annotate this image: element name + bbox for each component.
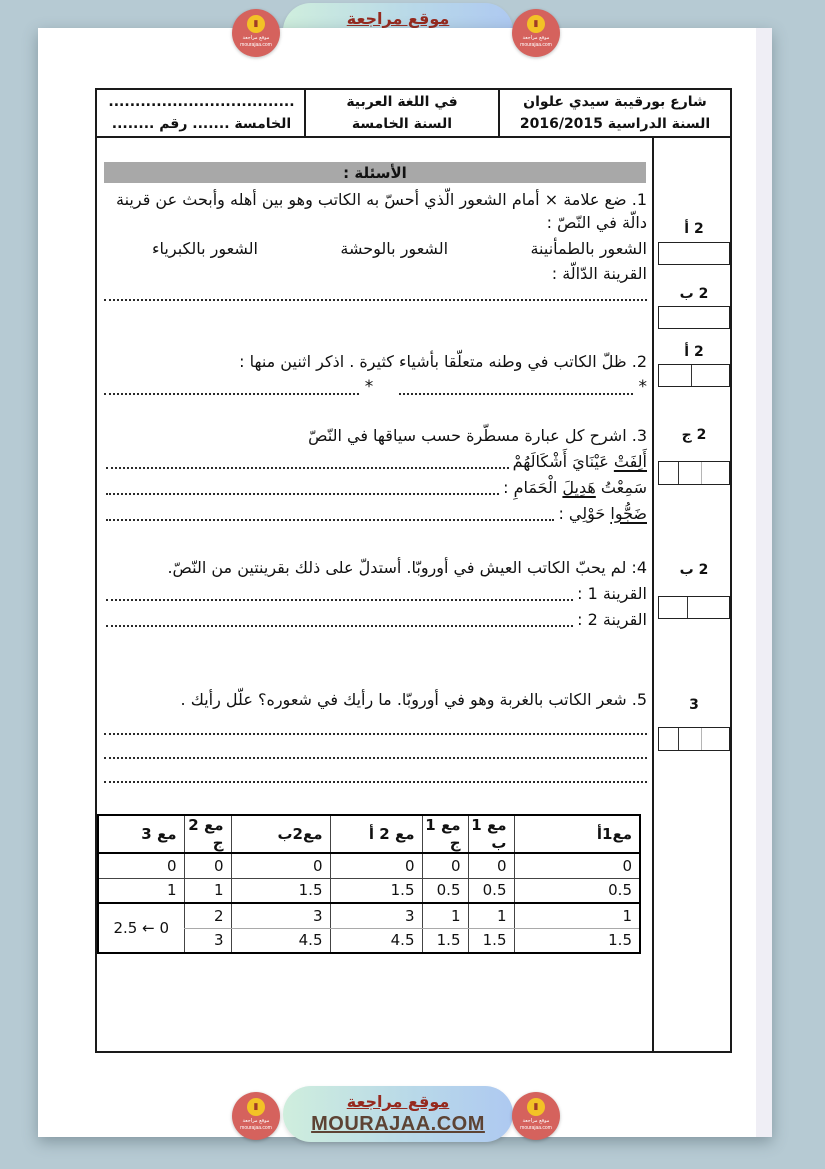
cell: 0.5 [468, 878, 514, 903]
header-school-cell [498, 90, 730, 136]
question-3-phrase-1 [104, 447, 647, 473]
answer-dotted-line [399, 393, 632, 395]
school-year: السنة الدراسية 2016/2015 [519, 116, 711, 132]
cell: 1.5 [422, 928, 468, 953]
book-icon: ▮ [527, 15, 545, 33]
badge-label-domain: mourajaa.com [240, 1125, 272, 1131]
badge-label-ar: موقع مراجعة [242, 1118, 270, 1124]
site-domain-link[interactable]: MOURAJAA.COM [311, 1113, 485, 1135]
question-3 [104, 424, 647, 525]
subject-label: في اللغة العربية [346, 94, 458, 110]
star-bullet: * [638, 377, 647, 397]
cell: 3 [330, 903, 422, 928]
grading-row-1 [98, 878, 640, 903]
cell: 0 [514, 853, 640, 878]
cell: 0 [422, 853, 468, 878]
section-title-bar [104, 162, 646, 183]
cell: 1 [514, 903, 640, 928]
cell: 2 [184, 903, 231, 928]
question-4-text: 4: لم يحبّ الكاتب العيش في أوروبّا. أستدلّ على ذلك بقرينتين من النّصّ. [167, 558, 647, 577]
question-5 [104, 688, 647, 783]
cell: 0 [330, 853, 422, 878]
grading-row-2 [98, 903, 640, 928]
site-name-arabic[interactable]: موقع مراجعة [346, 1092, 450, 1111]
cell: 0 [98, 853, 184, 878]
badge-label-domain: mourajaa.com [520, 1125, 552, 1131]
cell: 3 [184, 928, 231, 953]
phrase-rest: الْحَمَامِ : [503, 478, 563, 497]
cell: 1.5 [231, 878, 330, 903]
question-5-text: 5. شعر الكاتب بالغربة وهو في أوروبّا. ما رأيك في شعوره؟ علّل رأيك . [180, 690, 647, 709]
underlined-word: هَدِيلَ [562, 478, 596, 497]
score-column-divider [652, 138, 654, 1053]
cell: 0.5 [422, 878, 468, 903]
score-box-2b-q4 [658, 596, 730, 619]
merged-range-cell: 2.5 ← 0 [98, 903, 184, 953]
evidence-2-label: القرينة 2 : [577, 610, 647, 629]
question-3-phrase-3 [104, 499, 647, 525]
score-label-2b-q4: 2 ب [679, 562, 709, 578]
option-reassurance: الشعور بالطمأنينة [530, 239, 647, 258]
option-loneliness: الشعور بالوحشة [340, 239, 449, 258]
cell: 0 [468, 853, 514, 878]
header-subject-cell [304, 90, 498, 136]
question-4-evidence-2 [104, 605, 647, 631]
cell: 4.5 [330, 928, 422, 953]
question-2 [104, 350, 647, 399]
question-2-text: 2. ظلّ الكاتب في وطنه متعلّقا بأشياء كثيرة . اذكر اثنين منها : [239, 352, 647, 371]
site-banner-pill[interactable] [283, 1086, 513, 1142]
answer-dotted-line [104, 781, 647, 783]
exam-header-table [95, 88, 732, 138]
col-m2j: مع 2 ج [184, 815, 231, 853]
question-2-answers [104, 377, 647, 399]
book-icon: ▮ [527, 1098, 545, 1116]
score-label-2b: 2 ب [679, 286, 709, 302]
cell: 0 [184, 853, 231, 878]
score-label-3: 3 [689, 697, 699, 713]
score-box-2a [658, 242, 730, 265]
answer-dotted-line [104, 757, 647, 759]
score-box-3 [658, 727, 730, 751]
answer-dotted-line [106, 493, 499, 495]
grade-label: السنة الخامسة [351, 116, 453, 132]
question-4 [104, 556, 647, 631]
bottom-banner [0, 1083, 825, 1149]
cell: 1.5 [514, 928, 640, 953]
answer-dotted-line [106, 467, 509, 469]
grading-row-0 [98, 853, 640, 878]
site-name-arabic[interactable]: موقع مراجعة [346, 9, 450, 28]
badge-label-ar: موقع مراجعة [522, 35, 550, 41]
question-3-text: 3. اشرح كل عبارة مسطّرة حسب سياقها في النّصّ [308, 426, 647, 445]
star-bullet: * [364, 377, 374, 397]
answer-dotted-line [106, 599, 573, 601]
answer-dotted-line [106, 519, 554, 521]
cell: 1 [98, 878, 184, 903]
answer-dotted-line [104, 299, 647, 301]
book-icon: ▮ [247, 15, 265, 33]
col-m1a: مع1أ [514, 815, 640, 853]
col-m2b: مع2ب [231, 815, 330, 853]
question-1-options [104, 237, 647, 260]
question-4-evidence-1 [104, 579, 647, 605]
answer-dotted-line [104, 733, 647, 735]
col-m1j: مع 1 ج [422, 815, 468, 853]
school-address: شارع بورقيبة سيدي علوان [523, 94, 707, 110]
underlined-word: أَلِفَتْ [613, 452, 647, 471]
badge-label-ar: موقع مراجعة [242, 35, 270, 41]
evidence-label: القرينة الدّالّة : [551, 264, 647, 283]
answer-dotted-line [106, 625, 573, 627]
site-logo-badge [232, 1092, 280, 1140]
cell: 1.5 [330, 878, 422, 903]
class-number-line: الخامسة ....... رقم ........ [111, 116, 292, 132]
badge-label-ar: موقع مراجعة [522, 1118, 550, 1124]
col-m3: مع 3 [98, 815, 184, 853]
question-3-phrase-2 [104, 473, 647, 499]
score-box-2b [658, 306, 730, 329]
score-label-2a: 2 أ [684, 221, 704, 237]
grading-header-row [98, 815, 640, 853]
option-pride: الشعور بالكبرياء [152, 239, 258, 258]
badge-label-domain: mourajaa.com [240, 42, 272, 48]
score-box-2a-q2 [658, 364, 730, 387]
score-box-2j [658, 461, 730, 485]
site-logo-badge [232, 9, 280, 57]
answer-segment [104, 377, 373, 399]
page-margin-strip [756, 28, 772, 1137]
phrase-rest: حَوْلِي : [558, 504, 611, 523]
phrase-start: سَمِعْتُ [595, 478, 647, 497]
score-label-2j: 2 ج [681, 427, 707, 443]
answer-dotted-line [104, 393, 359, 395]
cell: 4.5 [231, 928, 330, 953]
col-m1b: مع 1 ب [468, 815, 514, 853]
underlined-word: ضَجُّوا [610, 504, 647, 523]
cell: 0 [231, 853, 330, 878]
book-icon: ▮ [247, 1098, 265, 1116]
question-1-text-line2: دالّة في النّصّ : [546, 213, 647, 232]
cell: 1 [468, 903, 514, 928]
cell: 1 [184, 878, 231, 903]
question-1 [104, 188, 647, 301]
score-label-2a-q2: 2 أ [684, 344, 704, 360]
answer-segment [399, 377, 647, 399]
question-1-text-line1: 1. ضع علامة × أمام الشعور الّذي أحسّ به الكاتب وهو بين أهله وأبحث عن قرينة [116, 190, 647, 209]
col-m2a: مع 2 أ [330, 815, 422, 853]
badge-label-domain: mourajaa.com [520, 42, 552, 48]
site-logo-badge [512, 1092, 560, 1140]
student-name-dots: ................................... [108, 94, 295, 110]
evidence-1-label: القرينة 1 : [577, 584, 647, 603]
site-logo-badge [512, 9, 560, 57]
cell: 0.5 [514, 878, 640, 903]
section-title: الأسئلة : [343, 163, 407, 182]
header-student-cell [99, 90, 304, 136]
cell: 1.5 [468, 928, 514, 953]
phrase-rest: عَيْنَايَ أَشْكَالَهُمْ [512, 452, 614, 471]
cell: 1 [422, 903, 468, 928]
cell: 3 [231, 903, 330, 928]
grading-scale-table [97, 814, 641, 954]
